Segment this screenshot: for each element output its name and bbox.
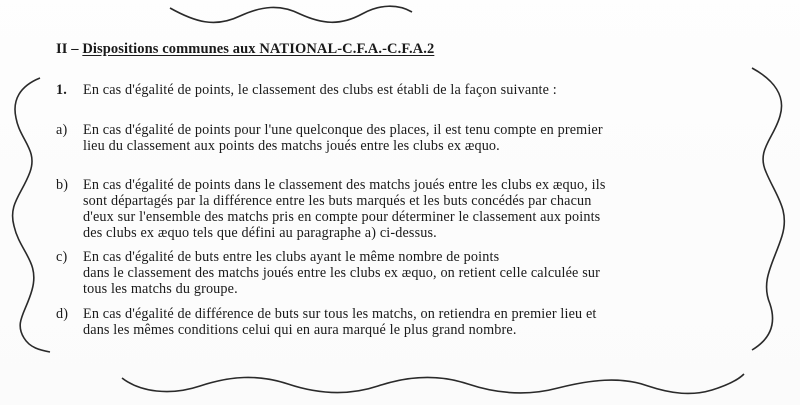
list-item-marker: c) xyxy=(56,249,68,265)
text-line: d'eux sur l'ensemble des matchs pris en compte pour déterminer le classement aux points xyxy=(83,209,601,225)
section-number: II xyxy=(56,41,68,57)
text-line: des clubs ex æquo tels que défini au paragraphe a) ci-dessus. xyxy=(83,225,437,241)
right-wavy-bracket xyxy=(752,68,784,350)
text-line: dans le classement des matchs joués entre les clubs ex æquo, on retient celle calculée sur xyxy=(83,265,600,281)
top-wavy-line xyxy=(170,6,412,22)
list-item-body xyxy=(83,306,597,338)
list-item-body xyxy=(83,122,603,154)
section-heading xyxy=(56,41,434,58)
list-item-marker: a) xyxy=(56,122,68,138)
intro-marker: 1. xyxy=(56,82,67,98)
bottom-wavy-line xyxy=(122,374,744,393)
list-item-marker: b) xyxy=(56,177,69,193)
intro-text: En cas d'égalité de points, le classement des clubs est établi de la façon suivante : xyxy=(83,82,557,98)
text-line: tous les matchs du groupe. xyxy=(83,281,238,297)
text-line: En cas d'égalité de points dans le classement des matchs joués entre les clubs ex æquo, ils xyxy=(83,177,606,193)
text-line: En cas d'égalité de buts entre les clubs ayant le même nombre de points xyxy=(83,249,500,265)
list-item-marker: d) xyxy=(56,306,69,322)
section-dash: – xyxy=(71,41,79,57)
text-line: En cas d'égalité de points pour l'une quelconque des places, il est tenu compte en premier xyxy=(83,122,603,138)
section-title: Dispositions communes aux NATIONAL-C.F.A.-C.F.A.2 xyxy=(82,41,435,57)
text-line: sont départagés par la différence entre les buts marqués et les buts concédés par chacun xyxy=(83,193,592,209)
left-wavy-bracket xyxy=(13,78,50,352)
list-item-body xyxy=(83,249,600,297)
text-line: lieu du classement aux points des matchs joués entre les clubs ex æquo. xyxy=(83,138,500,154)
list-item-body xyxy=(83,177,606,241)
text-line: En cas d'égalité de différence de buts sur tous les matchs, on retiendra en premier lieu et xyxy=(83,306,597,322)
text-line: dans les mêmes conditions celui qui en aura marqué le plus grand nombre. xyxy=(83,322,517,338)
